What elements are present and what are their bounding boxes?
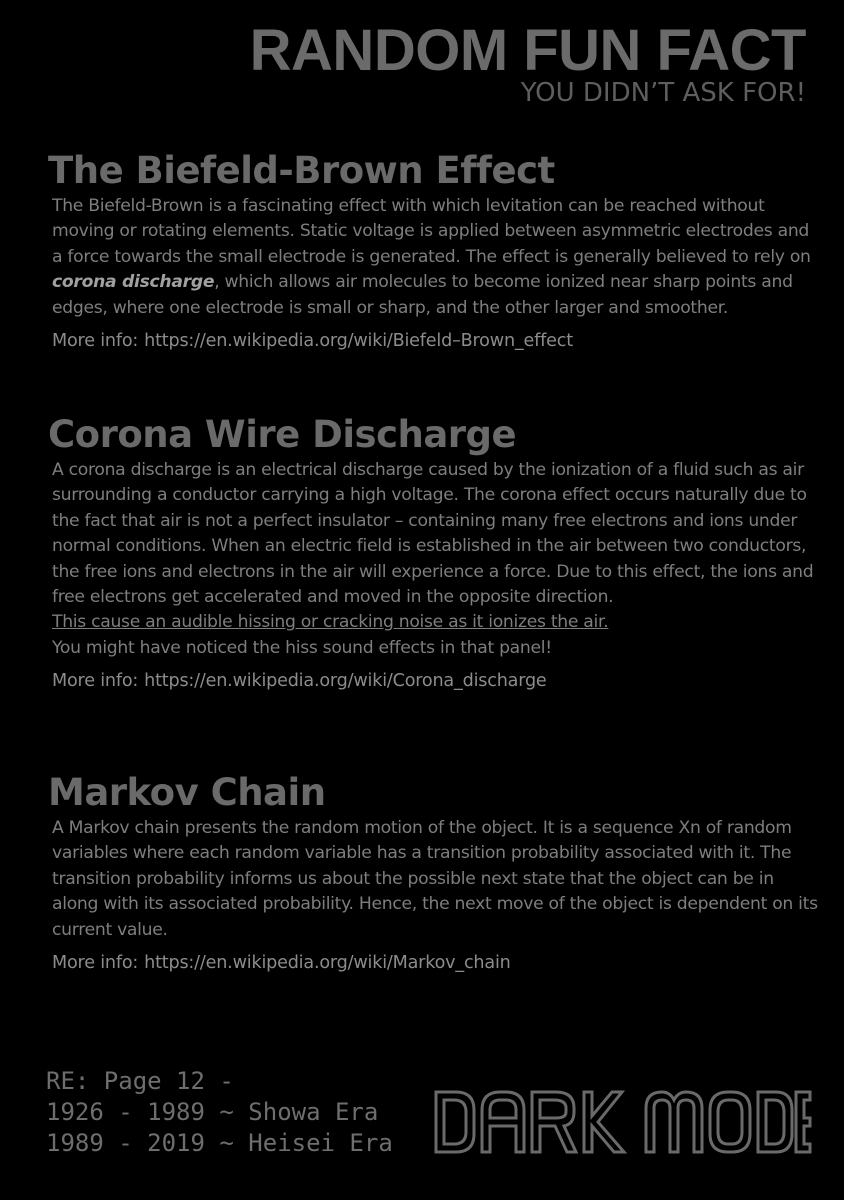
section-corona-wire bbox=[48, 412, 818, 691]
page-title: RANDOM FUN FACT bbox=[249, 18, 806, 83]
section-biefeld-brown bbox=[48, 148, 818, 351]
footer-note bbox=[46, 1066, 393, 1159]
more-info-link[interactable]: https://en.wikipedia.org/wiki/Biefeld–Brown_effect bbox=[144, 331, 573, 352]
body-text-part: The Biefeld-Brown is a fascinating effect with which levitation can be reached without moving or rotating elements. Static voltage is applied between asymmetric electrodes and a force towards the small electrode is generated. The effect is generally believed to rely on bbox=[52, 196, 811, 267]
section-markov-chain bbox=[48, 770, 818, 973]
more-info-label: More info: bbox=[52, 331, 139, 352]
more-info-label: More info: bbox=[52, 671, 139, 692]
section-heading: The Biefeld-Brown Effect bbox=[48, 149, 555, 192]
underlined-text: This cause an audible hissing or cracking noise as it ionizes the air. bbox=[52, 612, 609, 633]
more-info bbox=[48, 671, 818, 691]
section-heading: Corona Wire Discharge bbox=[48, 413, 517, 456]
footer-line: 1926 - 1989 ~ Showa Era bbox=[46, 1098, 379, 1126]
more-info-link[interactable]: https://en.wikipedia.org/wiki/Markov_chain bbox=[144, 953, 511, 974]
body-text-part: , which allows air molecules to become ionized near sharp points and edges, where one electrode is small or sharp, and the other larger and smoother. bbox=[52, 272, 793, 318]
header bbox=[249, 18, 806, 108]
dark-mode-logo bbox=[434, 1088, 812, 1160]
section-body bbox=[48, 194, 818, 321]
more-info bbox=[48, 331, 818, 351]
more-info-label: More info: bbox=[52, 953, 139, 974]
emphasis-text: corona discharge bbox=[52, 272, 215, 293]
section-heading: Markov Chain bbox=[48, 771, 326, 814]
more-info-link[interactable]: https://en.wikipedia.org/wiki/Corona_discharge bbox=[144, 671, 547, 692]
section-body bbox=[48, 816, 818, 943]
footer-line: 1989 - 2019 ~ Heisei Era bbox=[46, 1129, 393, 1157]
body-text-part: A corona discharge is an electrical discharge caused by the ionization of a fluid such as air surrounding a conductor carrying a high voltage. The corona effect occurs naturally due to the fact that air is not a perfect insulator – containing many free electrons and ions under normal conditions. When an electric field is established in the air between two conductors, the free ions and electrons in the air will experience a force. Due to this effect, the ions and free electrons get accelerated and moved in the opposite direction. bbox=[52, 460, 814, 608]
section-body bbox=[48, 458, 818, 661]
body-text-part: A Markov chain presents the random motion of the object. It is a sequence Xn of random variables where each random variable has a transition probability associated with it. The transition probability informs us about the possible next state that the object can be in along with its associated probability. Hence, the next move of the object is dependent on its current value. bbox=[52, 818, 818, 940]
more-info bbox=[48, 953, 818, 973]
footer-line: RE: Page 12 - bbox=[46, 1067, 234, 1095]
note-text: You might have noticed the hiss sound effects in that panel! bbox=[52, 637, 552, 658]
page-subtitle: YOU DIDN’T ASK FOR! bbox=[520, 78, 806, 108]
dark-mode-logo-icon bbox=[434, 1088, 812, 1156]
